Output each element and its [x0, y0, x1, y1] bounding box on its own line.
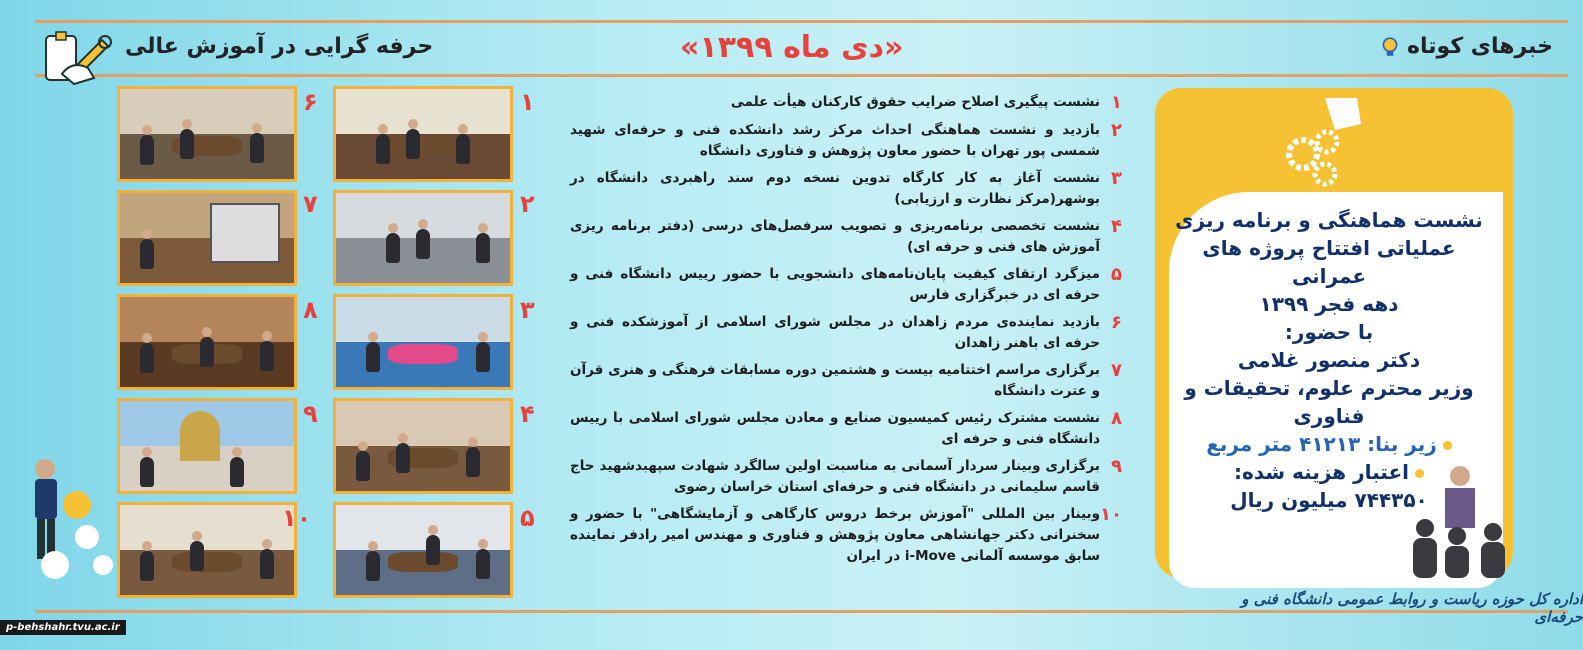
- photo-number: ۱: [520, 88, 535, 116]
- news-photo-1: [333, 86, 513, 182]
- list-item: ۷ برگزاری مراسم اختتامیه بیست و هشتمین دوره مسابقات فرهنگی و هنری قرآن و عترت دانشگاه: [570, 360, 1122, 399]
- news-photo-2: [333, 190, 513, 286]
- news-photo-5: [333, 502, 513, 598]
- panel-line: وزیر محترم علوم، تحقیقات و فناوری: [1184, 376, 1474, 428]
- photo-number: ۴: [520, 400, 535, 428]
- news-photo-6: [117, 86, 297, 182]
- news-photo-8: [117, 294, 297, 390]
- list-item: ۶ بازدید نماینده‌ی مردم زاهدان در مجلس شورای اسلامی از آموزشکده فنی و حرفه ای باهنر زاهدان: [570, 312, 1122, 351]
- panel-line: با حضور:: [1284, 320, 1374, 344]
- photo-number: ۵: [520, 504, 535, 532]
- news-photo-3: [333, 294, 513, 390]
- month-title: «دی ماه ۱۳۹۹»: [680, 30, 904, 65]
- section-title: خبرهای کوتاه: [1407, 34, 1553, 59]
- list-item: ۲ بازدید و نشست هماهنگی احداث مرکز رشد دانشکده فنی و حرفه‌ای شهید شمسی پور تهران با حضور معاون پژوهش و فناوری دانشگاه: [570, 120, 1122, 159]
- news-photo-4: [333, 398, 513, 494]
- list-item: ۴ نشست تخصصی برنامه‌ریزی و تصویب سرفصل‌های درسی (دفتر برنامه ریزی آموزش های فنی و حرفه ای): [570, 216, 1122, 255]
- short-news-title: [1379, 34, 1553, 59]
- slogan-title: حرفه گرایی در آموزش عالی: [125, 34, 434, 59]
- gears-icon: [1265, 94, 1375, 190]
- panel-line: دهه فجر ۱۳۹۹: [1259, 292, 1399, 316]
- news-photo-7: [117, 190, 297, 286]
- list-item: ۸ نشست مشترک رئیس کمیسیون صنایع و معادن مجلس شورای اسلامی با رییس دانشگاه فنی و حرفه ای: [570, 408, 1122, 447]
- wrench-hand-icon: [42, 30, 114, 88]
- photo-number: ۹: [303, 400, 318, 428]
- list-item: ۵ میزگرد ارتقای کیفیت پایان‌نامه‌های دانشجویی با حضور رییس دانشگاه فنی و حرفه ای در خبرگزاری فارس: [570, 264, 1122, 303]
- photo-number: ۳: [520, 296, 535, 324]
- conference-icon: [1405, 458, 1525, 578]
- panel-line: دکتر منصور غلامی: [1237, 348, 1421, 372]
- feature-panel: [1155, 88, 1525, 593]
- news-list: [570, 92, 1122, 573]
- panel-line: نشست هماهنگی و برنامه ریزی: [1175, 208, 1483, 232]
- photo-number: ۷: [303, 190, 318, 218]
- news-photo-9: [117, 398, 297, 494]
- bullet-icon: [1443, 441, 1452, 450]
- list-item: ۳ نشست آغاز به کار کارگاه تدوین نسخه دوم سند راهبردی دانشگاه در بوشهر(مرکز نظارت و ارزیابی): [570, 168, 1122, 207]
- budget-label-line: اعتبار هزینه شده:: [1169, 458, 1489, 486]
- list-item: ۱۰ وبینار بین المللی "آموزش برخط دروس کارگاهی و آزمایشگاهی" با حضور و سخنرانی دکتر جهانشاهی معاون پژوهش و فناوری و مهندس امیر رادفر نماینده سابق موسسه آلمانی i-Move در ایران: [570, 504, 1122, 564]
- photo-number: ۱۰: [282, 504, 312, 532]
- lightbulb-icon: [1379, 36, 1401, 58]
- site-badge: p-behshahr.tvu.ac.ir: [0, 620, 126, 635]
- header-divider: [35, 74, 1568, 77]
- area-line: زیر بنا: ۴۱۲۱۳ متر مربع: [1169, 430, 1489, 458]
- list-item: ۱ نشست پیگیری اصلاح ضرایب حقوق کارکنان هیأت علمی: [730, 92, 1122, 113]
- panel-line: عملیاتی افتتاح پروژه های عمرانی: [1202, 236, 1456, 288]
- photo-number: ۸: [303, 296, 318, 324]
- worker-gears-icon: [25, 455, 125, 585]
- list-item: ۹ برگزاری وبینار سردار آسمانی به مناسبت اولین سالگرد شهادت سپهبدشهید حاج قاسم سلیمانی در دانشگاه فنی و حرفه‌ای استان خراسان رضوی: [570, 456, 1122, 495]
- news-photo-10: [117, 502, 297, 598]
- photo-number: ۶: [303, 88, 318, 116]
- photo-number: ۲: [520, 190, 535, 218]
- footer-org: اداره کل حوزه ریاست و روابط عمومی دانشگاه فنی و حرفه‌ای: [1241, 590, 1583, 626]
- budget-line: ۷۴۴۳۵۰ میلیون ریال: [1230, 488, 1428, 512]
- header: [0, 22, 1583, 74]
